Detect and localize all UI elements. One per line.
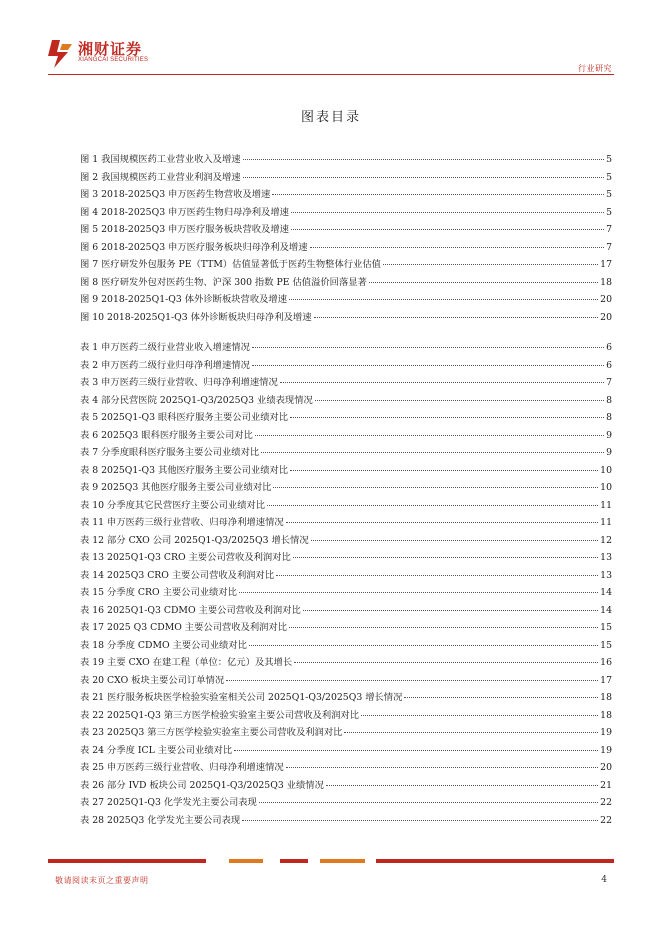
dot-leader: [252, 347, 604, 348]
table-entry[interactable]: [80, 619, 612, 637]
dot-leader: [280, 382, 604, 383]
table-entry-page: 22: [600, 797, 612, 808]
dot-leader: [293, 557, 598, 558]
table-entry-page: 9: [606, 447, 612, 458]
table-entry[interactable]: [80, 742, 612, 760]
brand-name-en: XIANGCAI SECURITIES: [78, 57, 149, 63]
figure-entry[interactable]: [80, 309, 612, 327]
table-entry[interactable]: [80, 602, 612, 620]
table-entry-label: 表 3 申万医药三级行业营收、归母净利增速情况: [80, 377, 278, 388]
figure-entry-page: 5: [606, 171, 612, 183]
table-entry[interactable]: [80, 777, 612, 795]
table-entry-page: 22: [600, 814, 612, 826]
table-entry-page: 14: [600, 604, 612, 616]
dot-leader: [242, 820, 598, 821]
figure-entry-label: 图 5 2018-2025Q3 申万医疗服务板块营收及增速: [80, 224, 289, 235]
table-entry-label: 表 4 部分民营医院 2025Q1-Q3/2025Q3 业绩表现情况: [80, 394, 313, 406]
table-entry[interactable]: [80, 374, 612, 392]
dot-leader: [310, 247, 605, 248]
figure-entry[interactable]: [80, 239, 612, 257]
figure-entry[interactable]: [80, 204, 612, 222]
table-entry[interactable]: [80, 637, 612, 655]
dot-leader: [267, 505, 598, 506]
table-entry-page: 18: [600, 709, 612, 721]
table-entry-label: 表 24 分季度 ICL 主要公司业绩对比: [80, 744, 233, 756]
table-entry-label: 表 19 主要 CXO 在建工程（单位：亿元）及其增长: [80, 657, 293, 668]
dot-leader: [344, 732, 598, 733]
table-entry[interactable]: [80, 444, 612, 462]
table-entry-page: 17: [600, 674, 612, 686]
footer-disclaimer: 敬请阅读末页之重要声明: [55, 876, 149, 885]
figure-entry-page: 20: [600, 311, 612, 323]
dot-leader: [234, 750, 598, 751]
table-entry-page: 11: [600, 499, 612, 511]
dot-leader: [361, 715, 598, 716]
table-entry[interactable]: [80, 514, 612, 532]
figure-entry-label: 图 2 我国规模医药工业营业利润及增速: [80, 171, 241, 183]
dot-leader: [243, 177, 605, 178]
table-entry-page: 16: [600, 657, 612, 668]
figure-entry-label: 图 9 2018-2025Q1-Q3 体外诊断板块营收及增速: [80, 294, 288, 305]
table-entry-label: 表 25 申万医药三级行业营收、归母净利增速情况: [80, 762, 284, 773]
footer-divider: [48, 859, 614, 863]
table-entry-page: 19: [600, 744, 612, 756]
figure-entry-page: 7: [606, 241, 612, 253]
table-entry-label: 表 17 2025 Q3 CDMO 主要公司营收及利润对比: [80, 622, 288, 633]
table-entry[interactable]: [80, 794, 612, 812]
dot-leader: [369, 282, 598, 283]
table-entry[interactable]: [80, 357, 612, 375]
figure-entry-page: 17: [600, 259, 612, 270]
dot-leader: [289, 627, 598, 628]
figure-entry[interactable]: [80, 221, 612, 239]
table-entry-label: 表 14 2025Q3 CRO 主要公司营收及利润对比: [80, 569, 275, 581]
figure-entry[interactable]: [80, 274, 612, 292]
table-entry-label: 表 11 申万医药三级行业营收、归母净利增速情况: [80, 517, 284, 528]
table-entry-page: 14: [600, 587, 612, 598]
table-list: [80, 339, 612, 829]
figure-entry-page: 18: [600, 276, 612, 288]
dot-leader: [243, 159, 605, 160]
table-entry-label: 表 1 申万医药二级行业营业收入增速情况: [80, 342, 250, 353]
dot-leader: [289, 299, 598, 300]
dot-leader: [286, 522, 598, 523]
figure-entry[interactable]: [80, 186, 612, 204]
table-entry[interactable]: [80, 392, 612, 410]
dot-leader: [239, 592, 598, 593]
table-entry[interactable]: [80, 409, 612, 427]
table-entry-page: 6: [606, 342, 612, 353]
table-entry[interactable]: [80, 812, 612, 830]
dot-leader: [249, 645, 598, 646]
dot-leader: [326, 785, 598, 786]
table-entry-label: 表 20 CXO 板块主要公司订单情况: [80, 674, 225, 686]
dot-leader: [294, 662, 598, 663]
dot-leader: [252, 365, 604, 366]
table-entry[interactable]: [80, 654, 612, 672]
dot-leader: [290, 470, 598, 471]
dot-leader: [315, 400, 604, 401]
figure-entry-label: 图 10 2018-2025Q1-Q3 体外诊断板块归母净利及增速: [80, 311, 312, 323]
table-entry-label: 表 2 申万医药二级行业归母净利增速情况: [80, 359, 250, 371]
table-entry[interactable]: [80, 567, 612, 585]
figure-list: [80, 151, 612, 326]
table-entry-page: 8: [606, 412, 612, 423]
table-entry[interactable]: [80, 707, 612, 725]
dot-leader: [291, 229, 604, 230]
table-entry-label: 表 16 2025Q1-Q3 CDMO 主要公司营收及利润对比: [80, 604, 301, 616]
header-section-label: 行业研究: [578, 64, 612, 73]
brand-name: 湘财证券: [78, 40, 143, 58]
table-entry-page: 13: [600, 569, 612, 581]
table-entry[interactable]: [80, 427, 612, 445]
table-entry-page: 21: [600, 779, 612, 791]
table-entry-label: 表 22 2025Q1-Q3 第三方医学检验实验室主要公司营收及利润对比: [80, 709, 360, 721]
table-entry[interactable]: [80, 689, 612, 707]
dot-leader: [404, 697, 598, 698]
table-entry-page: 15: [600, 639, 612, 651]
table-entry[interactable]: [80, 724, 612, 742]
figure-entry-label: 图 8 医疗研发外包对医药生物、沪深 300 指数 PE 估值溢价回落显著: [80, 276, 367, 288]
page-title: 图表目录: [300, 110, 361, 125]
table-entry-page: 19: [600, 727, 612, 738]
table-entry-label: 表 13 2025Q1-Q3 CRO 主要公司营收及利润对比: [80, 552, 291, 563]
figure-entry-label: 图 6 2018-2025Q3 申万医疗服务板块归母净利及增速: [80, 241, 308, 253]
dot-leader: [273, 487, 598, 488]
header-divider: [48, 74, 614, 75]
figure-entry-label: 图 4 2018-2025Q3 申万医药生物归母净利及增速: [80, 206, 289, 218]
logo-mark-icon: [48, 38, 74, 70]
dot-leader: [261, 452, 604, 453]
table-entry[interactable]: [80, 497, 612, 515]
table-entry-page: 8: [606, 394, 612, 406]
table-entry-label: 表 21 医疗服务板块医学检验实验室相关公司 2025Q1-Q3/2025Q3 增长情况: [80, 692, 403, 703]
figure-entry-page: 20: [600, 294, 612, 305]
table-entry-label: 表 12 部分 CXO 公司 2025Q1-Q3/2025Q3 增长情况: [80, 534, 309, 546]
dot-leader: [383, 264, 598, 265]
table-entry-label: 表 9 2025Q3 其他医疗服务主要公司业绩对比: [80, 482, 272, 493]
table-entry-label: 表 27 2025Q1-Q3 化学发光主要公司表现: [80, 797, 257, 808]
figure-entry-page: 7: [606, 224, 612, 235]
figure-entry[interactable]: [80, 291, 612, 309]
table-entry[interactable]: [80, 462, 612, 480]
table-entry-page: 12: [600, 534, 612, 546]
table-entry-page: 10: [600, 464, 612, 476]
table-entry-label: 表 15 分季度 CRO 主要公司业绩对比: [80, 587, 237, 598]
dot-leader: [290, 417, 604, 418]
table-entry-page: 7: [606, 377, 612, 388]
dot-leader: [226, 680, 598, 681]
table-entry-page: 15: [600, 622, 612, 633]
figure-entry-page: 5: [606, 206, 612, 218]
table-entry[interactable]: [80, 339, 612, 357]
figure-entry-label: 图 7 医疗研发外包服务 PE（TTM）估值显著低于医药生物整体行业估值: [80, 259, 381, 270]
table-entry-label: 表 26 部分 IVD 板块公司 2025Q1-Q3/2025Q3 业绩情况: [80, 779, 324, 791]
table-entry-page: 13: [600, 552, 612, 563]
table-entry-label: 表 10 分季度其它民营医疗主要公司业绩对比: [80, 499, 266, 511]
table-entry-page: 9: [606, 429, 612, 441]
table-entry[interactable]: [80, 759, 612, 777]
figure-entry-page: 5: [606, 154, 612, 165]
table-entry-label: 表 6 2025Q3 眼科医疗服务主要公司对比: [80, 429, 253, 441]
table-entry-label: 表 23 2025Q3 第三方医学检验实验室主要公司营收及利润对比: [80, 727, 343, 738]
table-entry-label: 表 28 2025Q3 化学发光主要公司表现: [80, 814, 241, 826]
table-entry-page: 20: [600, 762, 612, 773]
page-number: 4: [601, 875, 607, 885]
table-entry[interactable]: [80, 532, 612, 550]
dot-leader: [303, 610, 598, 611]
table-entry[interactable]: [80, 479, 612, 497]
dot-leader: [255, 435, 604, 436]
dot-leader: [272, 194, 604, 195]
figure-entry-label: 图 1 我国规模医药工业营业收入及增速: [80, 154, 241, 165]
figure-entry[interactable]: [80, 151, 612, 169]
table-entry-label: 表 5 2025Q1-Q3 眼科医疗服务主要公司业绩对比: [80, 412, 289, 423]
table-entry-label: 表 8 2025Q1-Q3 其他医疗服务主要公司业绩对比: [80, 464, 289, 476]
table-entry-page: 11: [600, 517, 612, 528]
brand-logo: [48, 38, 158, 72]
table-entry-page: 18: [600, 692, 612, 703]
dot-leader: [314, 317, 599, 318]
dot-leader: [276, 575, 598, 576]
figure-entry-page: 5: [606, 189, 612, 200]
figure-entry[interactable]: [80, 169, 612, 187]
table-entry[interactable]: [80, 584, 612, 602]
table-entry-label: 表 7 分季度眼科医疗服务主要公司业绩对比: [80, 447, 260, 458]
dot-leader: [259, 802, 598, 803]
table-entry-label: 表 18 分季度 CDMO 主要公司业绩对比: [80, 639, 247, 651]
figure-entry[interactable]: [80, 256, 612, 274]
dot-leader: [291, 212, 604, 213]
figure-entry-label: 图 3 2018-2025Q3 申万医药生物营收及增速: [80, 189, 271, 200]
table-entry-page: 6: [606, 359, 612, 371]
table-entry[interactable]: [80, 549, 612, 567]
table-entry-page: 10: [600, 482, 612, 493]
dot-leader: [311, 540, 599, 541]
table-entry[interactable]: [80, 672, 612, 690]
dot-leader: [286, 767, 598, 768]
